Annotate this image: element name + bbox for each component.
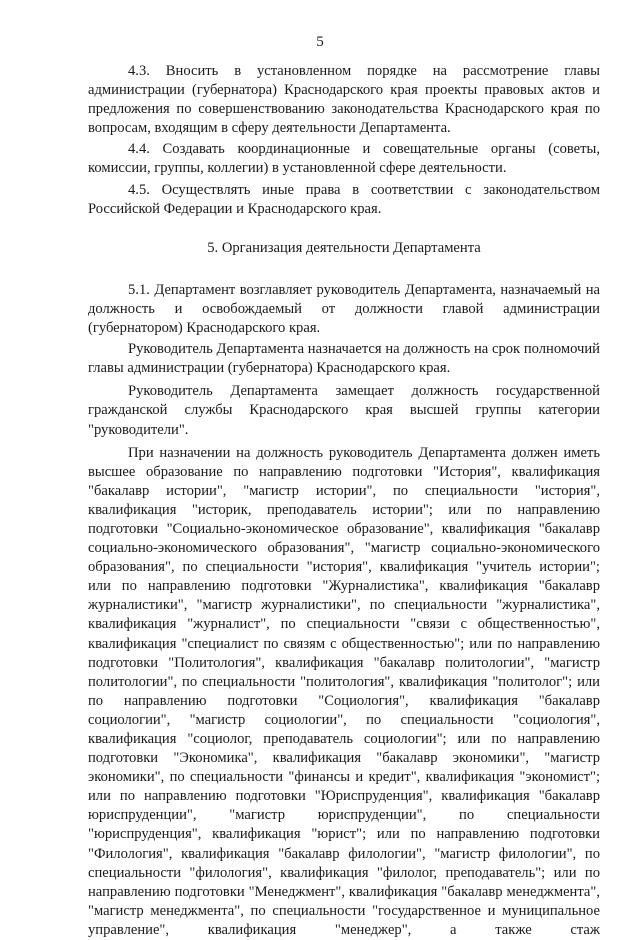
paragraph-4-5: 4.5. Осуществлять иные права в соответствии с законодательством Российской Федерации и Краснодарского края. [88,181,600,217]
page-number: 5 [316,34,324,50]
paragraph-appointment-term: Руководитель Департамента назначается на должность на срок полномочий главы администрации (губернатора) Краснодарского края. [88,341,600,377]
document-body [88,62,600,940]
paragraph-4-4: 4.4. Создавать координационные и совещательные органы (советы, комиссии, группы, коллегии) в установленной сфере деятельности. [88,141,600,177]
paragraph-education-requirements: При назначении на должность руководитель Департамента должен иметь высшее образование по направлению подготовки "История", квалификация "бакалавр истории", "магистр истории", по специальности "история", квалификация "историк, преподаватель истории"; или по направлению подготовки "Социально-экономическое образование", квалификация "бакалавр социально-экономического образования", "магистр социально-экономического образования", по специальности "история", квалификация "учитель истории"; или по направлению подготовки "Журналистика", квалификация "бакалавр журналистики", "магистр журналистики", по специальности "журналистика", квалификация "журналист", по специальности "связи с общественностью", квалификация "специалист по связям с общественностью"; или по направлению подготовки "Политология", квалификация "бакалавр политологии", "магистр политологии", по специальности "политология", квалификация "политолог"; или по направлению подготовки "Социология", квалификация "бакалавр социологии", "магистр социологии", по специальности "социология", квалификация "социолог, преподаватель социологии"; или по направлению подготовки "Экономика", квалификация "бакалавр экономики", "магистр экономики", по специальности "финансы и кредит", квалификация "экономист"; или по направлению подготовки "Юриспруденция", квалификация "бакалавр юриспруденции", "магистр юриспруденции", по специальности "юриспруденция", квалификация "юрист"; или по направлению подготовки "Филология", квалификация "бакалавр филологии", "магистр филологии", по специальности "филология", квалификация "филолог, преподаватель"; или по направлению подготовки "Менеджмент", квалификация "бакалавр менеджмента", "магистр менеджмента", по специальности "государственное и муниципальное управление", квалификация "менеджер", а также стаж [88,444,600,938]
paragraph-4-3: 4.3. Вносить в установленном порядке на рассмотрение главы администрации (губернатора) Краснодарского края проекты правовых актов и предложения по совершенствованию законодательства Краснодарского края по вопросам, входящим в сферу деятельности Департамента. [88,63,600,137]
section-title: 5. Организация деятельности Департамента [207,239,481,256]
paragraph-5-1: 5.1. Департамент возглавляет руководитель Департамента, назначаемый на должность и освобождаемый от должности главой администрации (губернатором) Краснодарского края. [88,281,600,337]
paragraph-civil-service: Руководитель Департамента замещает должность государственной гражданской службы Краснодарского края высшей группы категории "руководители". [88,383,600,438]
